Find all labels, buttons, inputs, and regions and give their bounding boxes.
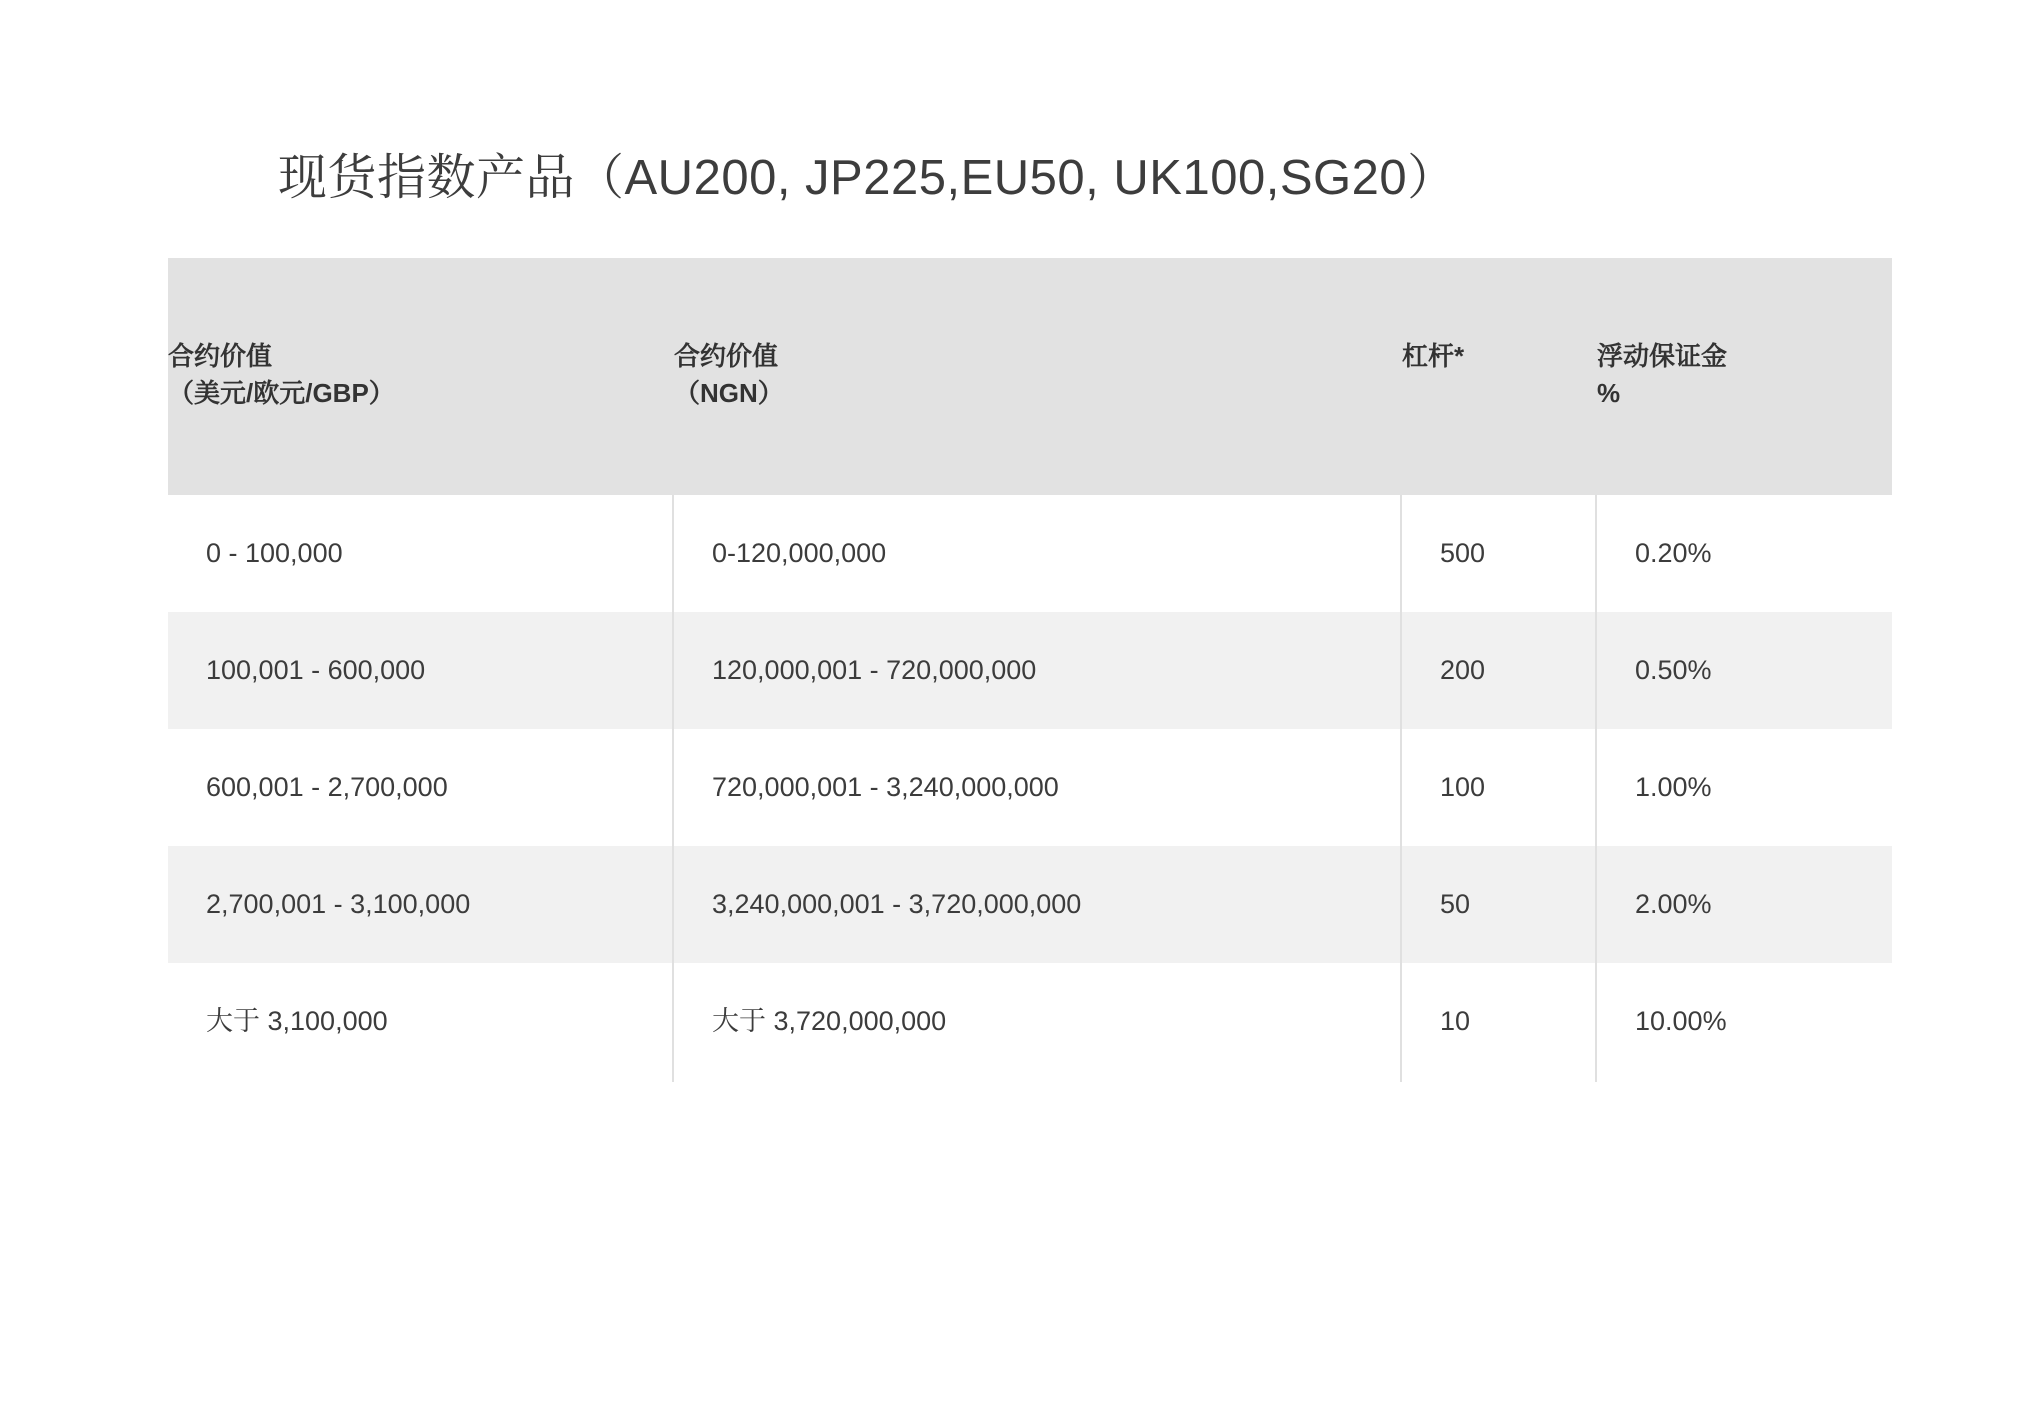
table-bottom-spacer bbox=[168, 1080, 1892, 1082]
cell-text: 大于 3,720,000,000 bbox=[712, 1006, 947, 1037]
cell-leverage bbox=[1401, 963, 1596, 1080]
cell-margin bbox=[1596, 963, 1892, 1080]
table-row bbox=[168, 846, 1892, 963]
cell-text: 720,000,001 - 3,240,000,000 bbox=[712, 771, 1059, 802]
column-header-leverage bbox=[1401, 258, 1596, 495]
column-header-line-2: % bbox=[1597, 378, 1621, 409]
column-header-contract-value-usd bbox=[168, 258, 673, 495]
cell-margin bbox=[1596, 846, 1892, 963]
column-header-line-2: （NGN） bbox=[674, 378, 784, 409]
cell-text: 10.00% bbox=[1635, 1006, 1727, 1037]
cell-text: 2.00% bbox=[1635, 889, 1712, 920]
cell-contract-value-usd bbox=[168, 612, 673, 729]
cell-contract-value-ngn bbox=[673, 846, 1401, 963]
cell-text: 10 bbox=[1440, 1006, 1471, 1037]
cell-leverage bbox=[1401, 729, 1596, 846]
column-header-line-1: 浮动保证金 bbox=[1597, 340, 1728, 371]
spacer-cell bbox=[168, 1080, 673, 1082]
page-title: 现货指数产品（AU200, JP225,EU50, UK100,SG20） bbox=[278, 150, 1457, 205]
cell-contract-value-usd bbox=[168, 846, 673, 963]
table-header-row bbox=[168, 258, 1892, 495]
table-row bbox=[168, 495, 1892, 612]
cell-margin bbox=[1596, 612, 1892, 729]
cell-text: 0.50% bbox=[1635, 654, 1712, 685]
column-header-line-1: 合约价值 bbox=[674, 340, 779, 371]
cell-text: 100 bbox=[1440, 771, 1486, 802]
cell-text: 600,001 - 2,700,000 bbox=[206, 771, 448, 802]
cell-leverage bbox=[1401, 612, 1596, 729]
spacer-cell bbox=[673, 1080, 1401, 1082]
table-body bbox=[168, 495, 1892, 1082]
cell-text: 500 bbox=[1440, 537, 1486, 568]
cell-text: 100,001 - 600,000 bbox=[206, 654, 426, 685]
cell-leverage bbox=[1401, 495, 1596, 612]
cell-contract-value-ngn bbox=[673, 963, 1401, 1080]
column-header-line-1: 合约价值 bbox=[168, 340, 273, 371]
cell-contract-value-usd bbox=[168, 963, 673, 1080]
cell-text: 3,240,000,001 - 3,720,000,000 bbox=[712, 889, 1082, 920]
table-header bbox=[168, 258, 1892, 495]
cell-text: 0 - 100,000 bbox=[206, 537, 343, 568]
pricing-table-container bbox=[168, 258, 1892, 1082]
spacer-cell bbox=[1596, 1080, 1892, 1082]
table-row bbox=[168, 729, 1892, 846]
pricing-table bbox=[168, 258, 1892, 1082]
cell-text: 120,000,001 - 720,000,000 bbox=[712, 654, 1037, 685]
cell-text: 0-120,000,000 bbox=[712, 537, 887, 568]
cell-text: 1.00% bbox=[1635, 771, 1712, 802]
column-header-contract-value-ngn bbox=[673, 258, 1401, 495]
column-header-margin-percent bbox=[1596, 258, 1892, 495]
cell-text: 200 bbox=[1440, 654, 1486, 685]
cell-contract-value-ngn bbox=[673, 612, 1401, 729]
table-row bbox=[168, 612, 1892, 729]
cell-contract-value-ngn bbox=[673, 729, 1401, 846]
cell-text: 2,700,001 - 3,100,000 bbox=[206, 889, 471, 920]
cell-contract-value-usd bbox=[168, 495, 673, 612]
cell-contract-value-usd bbox=[168, 729, 673, 846]
cell-leverage bbox=[1401, 846, 1596, 963]
table-row bbox=[168, 963, 1892, 1080]
cell-margin bbox=[1596, 729, 1892, 846]
spacer-cell bbox=[1401, 1080, 1596, 1082]
cell-text: 大于 3,100,000 bbox=[206, 1006, 388, 1037]
cell-text: 0.20% bbox=[1635, 537, 1712, 568]
cell-text: 50 bbox=[1440, 889, 1471, 920]
cell-contract-value-ngn bbox=[673, 495, 1401, 612]
column-header-line-1: 杠杆* bbox=[1402, 340, 1465, 371]
column-header-line-2: （美元/欧元/GBP） bbox=[168, 378, 395, 409]
cell-margin bbox=[1596, 495, 1892, 612]
